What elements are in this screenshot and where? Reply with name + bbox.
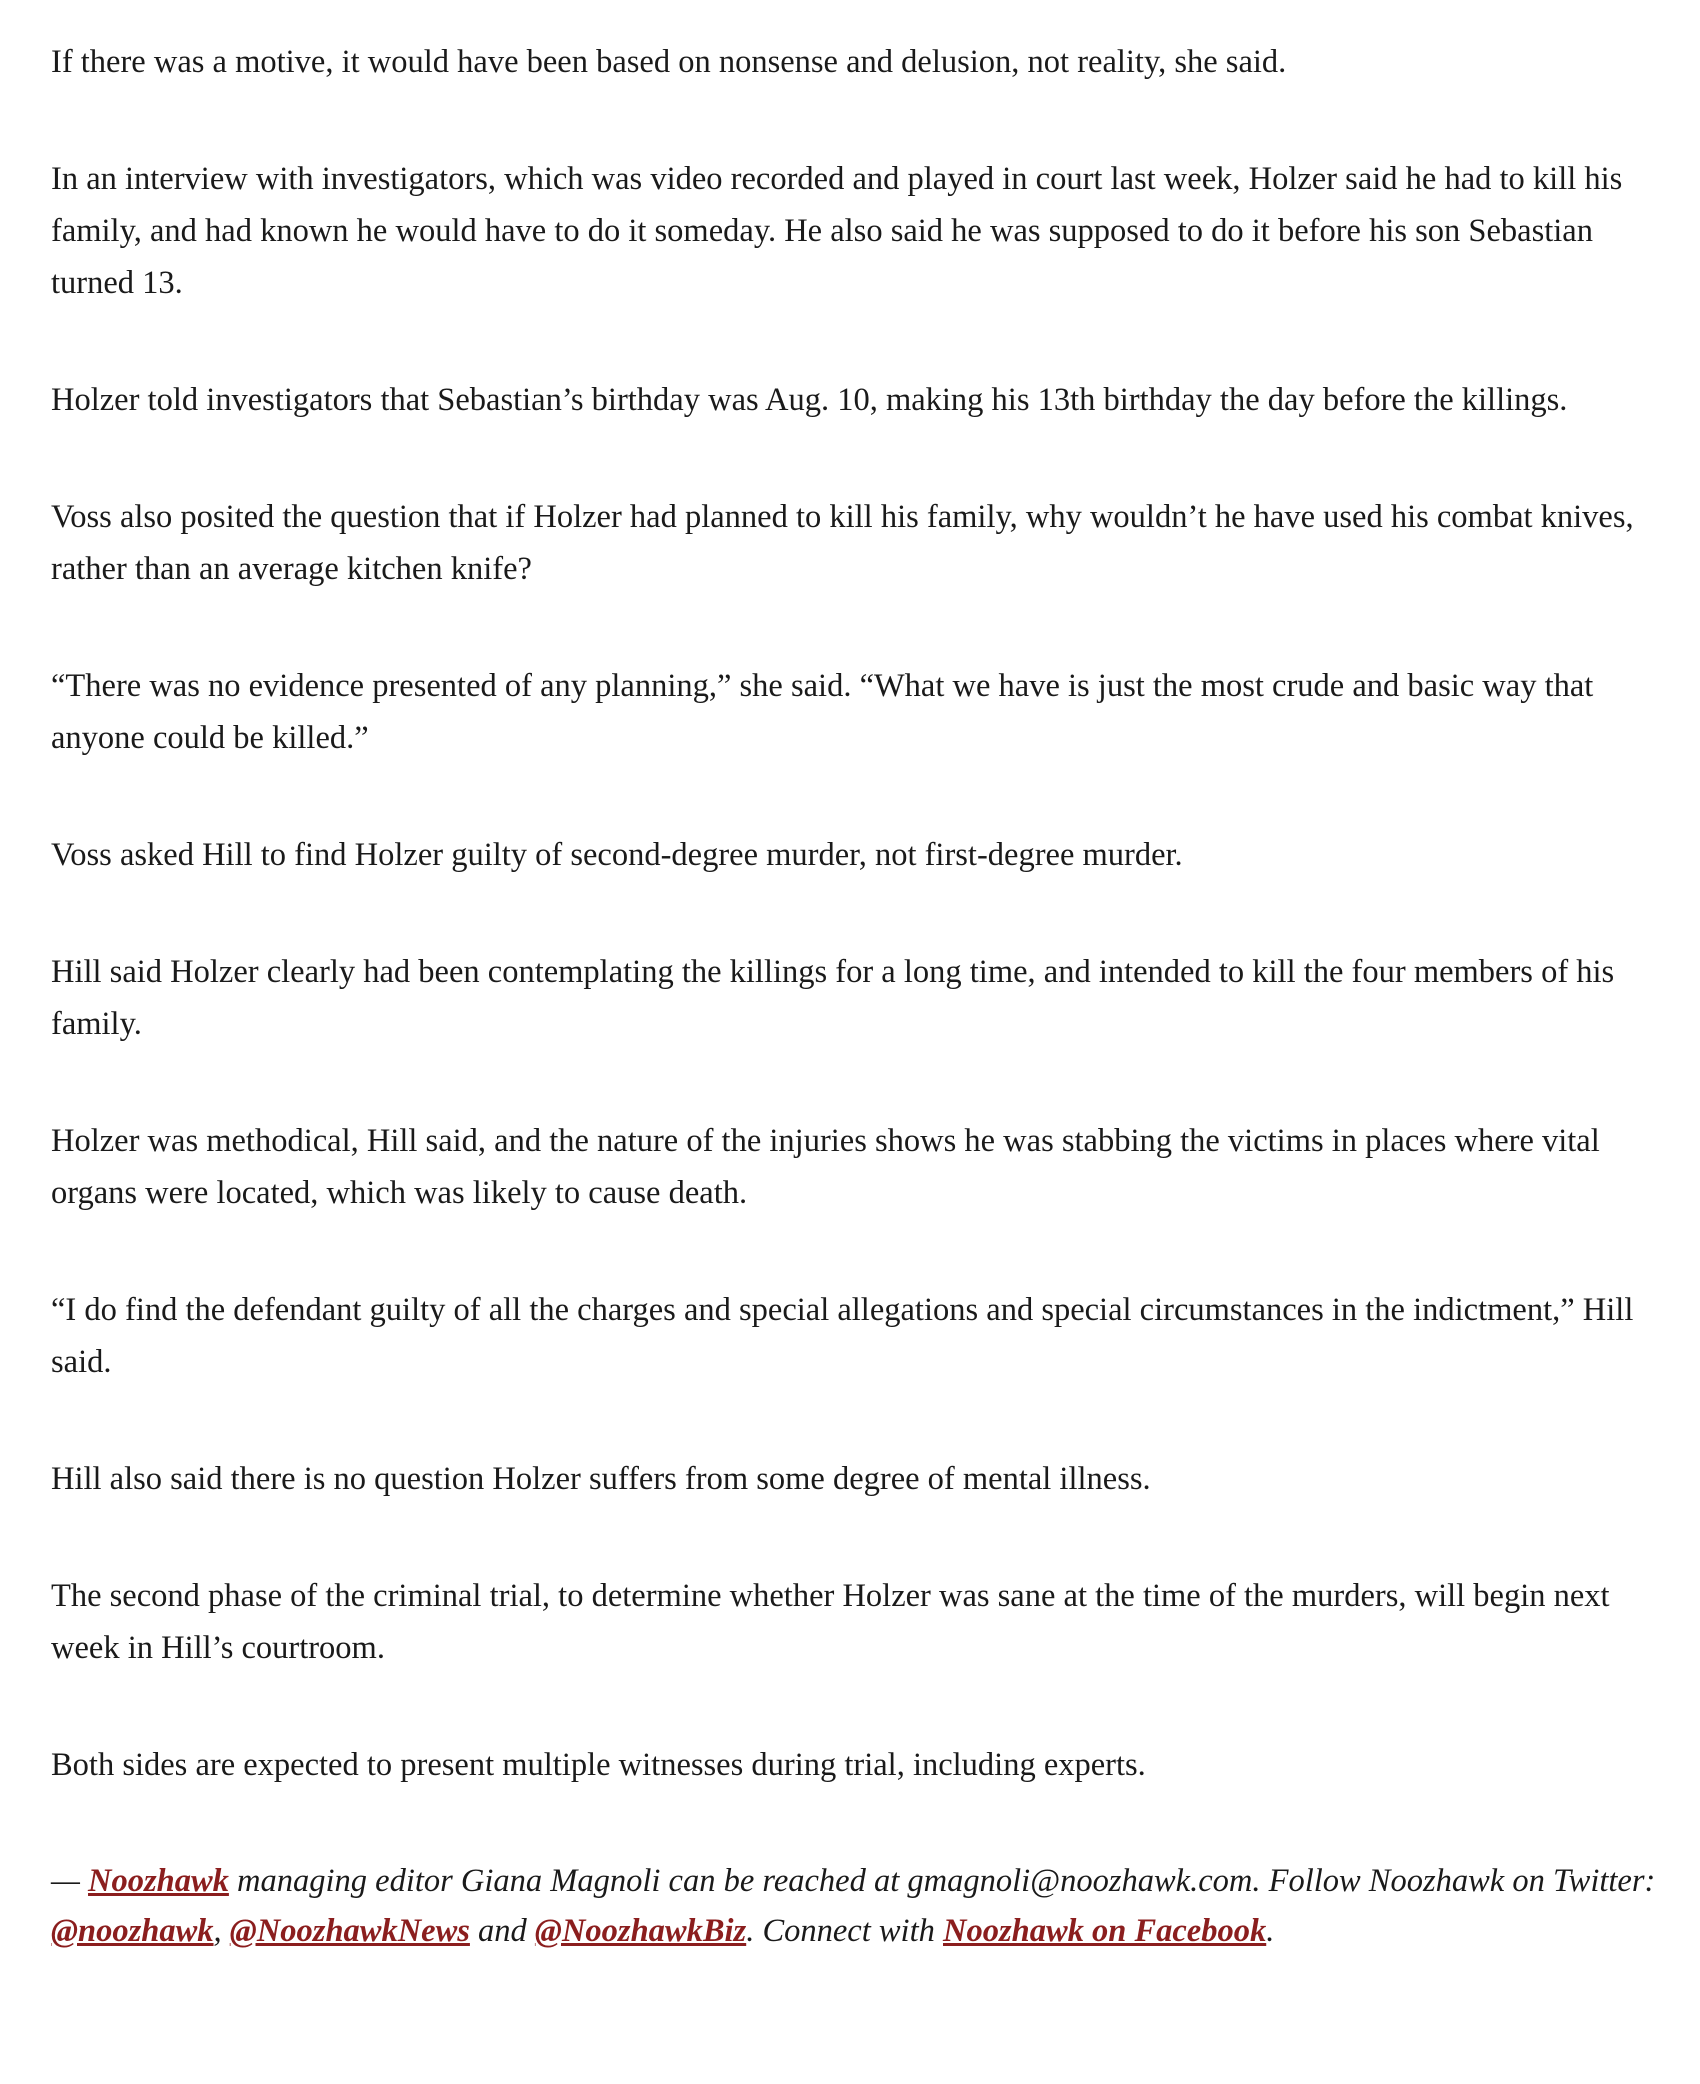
credit-dash: —: [51, 1863, 89, 1899]
paragraph-contemplating: Hill said Holzer clearly had been contemplating the killings for a long time, and intended to kill the four members of his family.: [51, 954, 1615, 1042]
credit-separator-comma: ,: [213, 1913, 230, 1949]
paragraph-methodical: Holzer was methodical, Hill said, and the nature of the injuries shows he was stabbing the victims in places where vital organs were located, which was likely to cause death.: [51, 1123, 1600, 1211]
article-body: [51, 36, 1661, 1956]
paragraph-combat-knives: Voss also posited the question that if Holzer had planned to kill his family, why wouldn’t he have used his combat knives, rather than an average kitchen knife?: [51, 499, 1634, 587]
author-credit: [51, 1856, 1661, 1956]
credit-text-connect: . Connect with: [746, 1913, 943, 1949]
twitter-noozhawkbiz-link[interactable]: @NoozhawkBiz: [534, 1913, 747, 1949]
paragraph-mental-illness: Hill also said there is no question Holzer suffers from some degree of mental illness.: [51, 1461, 1151, 1497]
paragraph-guilty-quote: “I do find the defendant guilty of all the charges and special allegations and special circumstances in the indictment,” Hill said.: [51, 1292, 1634, 1380]
paragraph-birthday: Holzer told investigators that Sebastian’s birthday was Aug. 10, making his 13th birthday the day before the killings.: [51, 382, 1568, 418]
credit-separator-and: and: [469, 1913, 535, 1949]
paragraph-witnesses: Both sides are expected to present multiple witnesses during trial, including experts.: [51, 1747, 1146, 1783]
credit-text-editor: managing editor Giana Magnoli can be reached at gmagnoli@noozhawk.com. Follow Noozhawk on Twitter:: [228, 1863, 1656, 1899]
paragraph-no-planning-quote: “There was no evidence presented of any planning,” she said. “What we have is just the most crude and basic way that anyone could be killed.”: [51, 668, 1594, 756]
paragraph-interview: In an interview with investigators, which was video recorded and played in court last week, Holzer said he had to kill his family, and had known he would have to do it someday. He also said he was supposed to do it before his son Sebastian turned 13.: [51, 161, 1623, 301]
noozhawk-link[interactable]: Noozhawk: [88, 1863, 229, 1899]
paragraph-second-degree: Voss asked Hill to find Holzer guilty of second-degree murder, not first-degree murder.: [51, 837, 1183, 873]
facebook-link[interactable]: Noozhawk on Facebook: [943, 1913, 1267, 1949]
twitter-noozhawknews-link[interactable]: @NoozhawkNews: [229, 1913, 470, 1949]
paragraph-second-phase: The second phase of the criminal trial, to determine whether Holzer was sane at the time of the murders, will begin next week in Hill’s courtroom.: [51, 1578, 1610, 1666]
credit-end: .: [1266, 1913, 1275, 1949]
paragraph-motive: If there was a motive, it would have been based on nonsense and delusion, not reality, she said.: [51, 44, 1287, 80]
twitter-noozhawk-link[interactable]: @noozhawk: [51, 1913, 214, 1949]
